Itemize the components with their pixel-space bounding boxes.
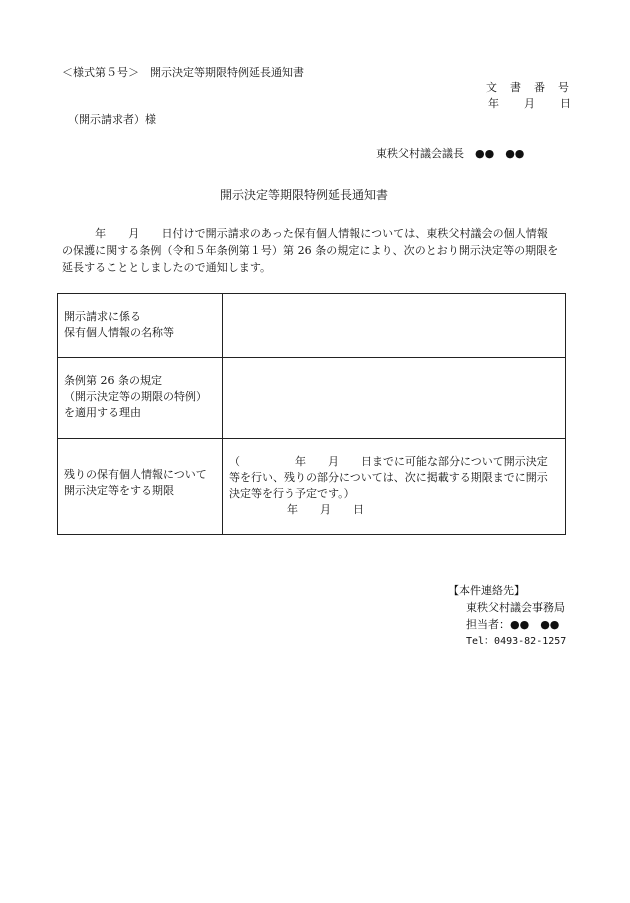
recipient: （開示請求者）様 [68, 113, 156, 126]
label-line: （開示決定等の期限の特例） [64, 390, 207, 403]
document-title: 開示決定等期限特例延長通知書 [220, 188, 389, 202]
body-line-1: 年 月 日付けで開示請求のあった保有個人情報については、東秩父村議会の個人情報 [62, 227, 548, 240]
row-reason-label [58, 358, 223, 439]
contact-office: 東秩父村議会事務局 [466, 601, 565, 614]
contact-heading: 【本件連絡先】 [448, 584, 525, 597]
contact-phone: Tel：0493-82-1257 [466, 636, 567, 647]
row-document-name [58, 294, 566, 358]
label-line: 開示決定等をする期限 [64, 484, 174, 497]
form-label: ＜様式第５号＞ 開示決定等期限特例延長通知書 [62, 66, 304, 79]
row-deadline-value [223, 439, 566, 535]
deadline-line: 等を行い、残りの部分については、次に掲載する期限までに開示 [229, 471, 548, 484]
label-line: を適用する理由 [64, 406, 141, 419]
contact-person: 担当者：●● ●● [466, 618, 560, 631]
label-line: 保有個人情報の名称等 [64, 326, 174, 339]
document-number: 文 書 番 号 [486, 81, 570, 94]
body-line-3: 延長することとしましたので通知します。 [62, 261, 272, 274]
label-line: 条例第 26 条の規定 [64, 374, 162, 387]
row-document-name-value [223, 294, 566, 358]
row-reason [58, 358, 566, 439]
row-deadline-label [58, 439, 223, 535]
label-line: 開示請求に係る [64, 310, 141, 323]
extension-table [57, 293, 566, 535]
row-document-name-label [58, 294, 223, 358]
deadline-line: 決定等を行う予定です。） [229, 487, 355, 500]
sender: 東秩父村議会議長 ●● ●● [376, 147, 525, 160]
issue-date: 年 月 日 [488, 97, 572, 110]
row-deadline [58, 439, 566, 535]
deadline-line: （ 年 月 日までに可能な部分について開示決定 [229, 455, 548, 468]
row-reason-value [223, 358, 566, 439]
label-line: 残りの保有個人情報について [64, 468, 207, 481]
deadline-date: 年 月 日 [287, 503, 364, 516]
body-line-2: の保護に関する条例（令和５年条例第１号）第 26 条の規定により、次のとおり開示決定等の期限を [62, 244, 559, 257]
